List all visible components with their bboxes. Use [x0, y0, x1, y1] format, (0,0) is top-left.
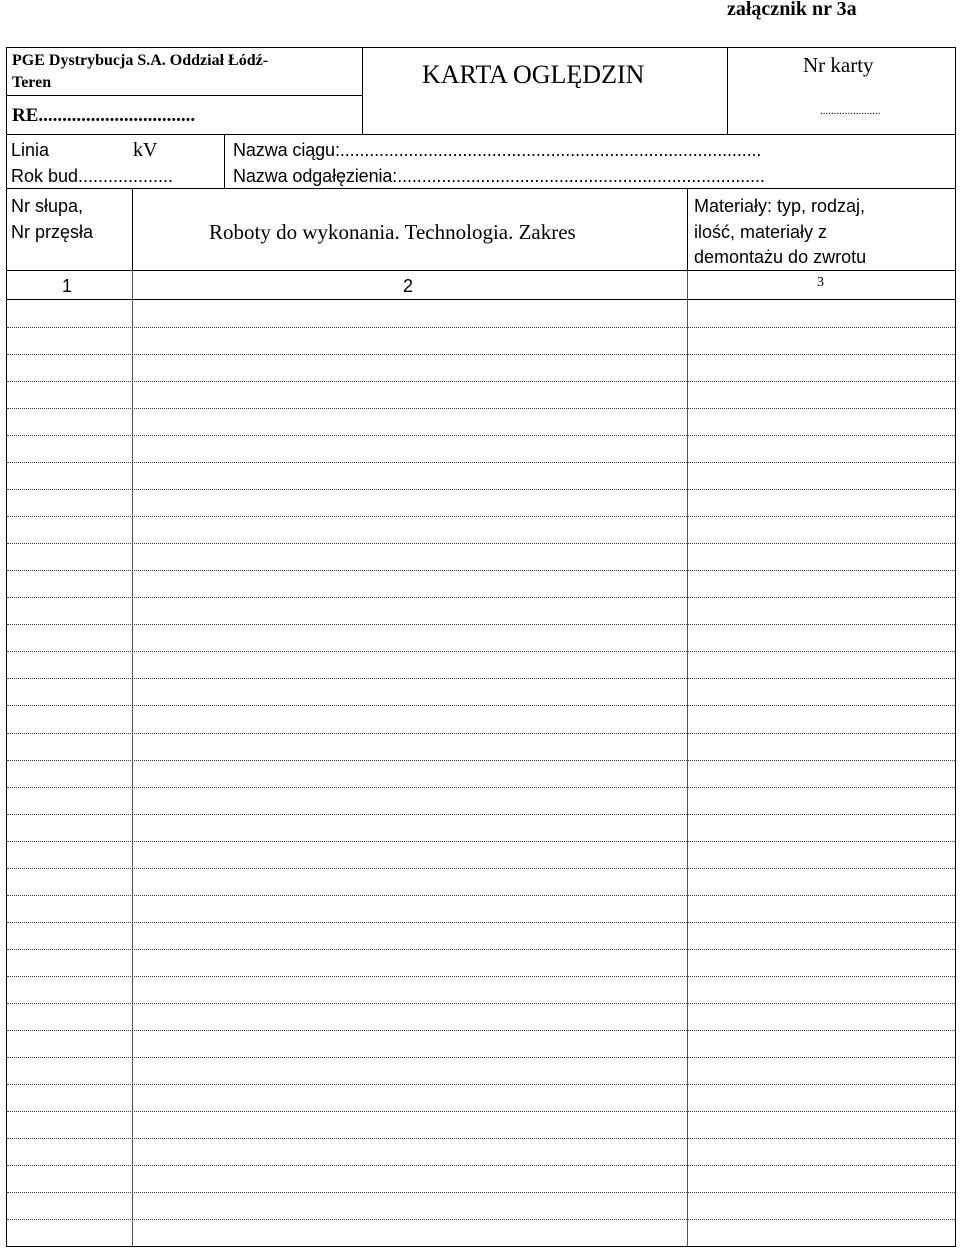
attachment-label: załącznik nr 3a: [727, 0, 857, 20]
col1-header: Nr słupa,: [11, 196, 84, 216]
table-row-line: [7, 624, 955, 625]
table-row-line: [7, 354, 955, 355]
table-row-line: [7, 1165, 955, 1166]
table-row-line: [7, 543, 955, 544]
table-row-line: [7, 760, 955, 761]
col1-number: 1: [62, 276, 73, 296]
org-name: PGE Dystrybucja S.A. Oddział Łódź-: [12, 52, 269, 69]
table-row-line: [7, 1138, 955, 1139]
table-row-line: [7, 705, 955, 706]
table-row-line: [7, 462, 955, 463]
col1-header-cont: Nr przęsła: [11, 222, 94, 242]
org-name-cont: Teren: [12, 74, 52, 91]
nazwa-ciagu-field: Nazwa ciągu:......................................................................................: [233, 140, 762, 160]
table-row-line: [7, 1084, 955, 1085]
table-row-line: [7, 381, 955, 382]
table-row-line: [7, 949, 955, 950]
table-row-line: [7, 1057, 955, 1058]
table-row-line: [7, 787, 955, 788]
table-row-line: [7, 570, 955, 571]
table-row-line: [7, 327, 955, 328]
table-row-line: [7, 651, 955, 652]
col3-number: 3: [817, 275, 824, 290]
table-row-line: [7, 1003, 955, 1004]
col2-number: 2: [403, 276, 414, 296]
table-row-line: [7, 516, 955, 517]
rok-bud-field: Rok bud...................: [11, 166, 174, 186]
table-row-line: [7, 1111, 955, 1112]
linia-label: Linia: [11, 140, 50, 160]
table-row-line: [7, 733, 955, 734]
col3-header-cont: ilość, materiały z: [694, 222, 828, 242]
re-field: RE.................................: [12, 105, 196, 126]
table-row-line: [7, 678, 955, 679]
table-row-line: [7, 922, 955, 923]
table-row-line: [7, 976, 955, 977]
card-number-label: Nr karty: [803, 53, 874, 77]
table-row-line: [7, 1219, 955, 1220]
col3-header: Materiały: typ, rodzaj,: [694, 196, 866, 216]
table-row-line: [7, 435, 955, 436]
kv-label: kV: [133, 139, 158, 161]
table-row-line: [7, 408, 955, 409]
table-row-line: [7, 895, 955, 896]
table-row-line: [7, 841, 955, 842]
table-row-line: [7, 489, 955, 490]
table-row-line: [7, 868, 955, 869]
table-row-line: [7, 1192, 955, 1193]
table-row-line: [7, 597, 955, 598]
table-row-line: [7, 814, 955, 815]
form-title: KARTA OGLĘDZIN: [422, 60, 645, 89]
card-number-value: ......................: [820, 105, 881, 117]
nazwa-odgalezienia-field: Nazwa odgałęzienia:...........................................................................: [233, 166, 765, 186]
col3-header-cont2: demontażu do zwrotu: [694, 247, 867, 267]
table-row-line: [7, 1030, 955, 1031]
col2-header: Roboty do wykonania. Technologia. Zakres: [209, 220, 576, 244]
